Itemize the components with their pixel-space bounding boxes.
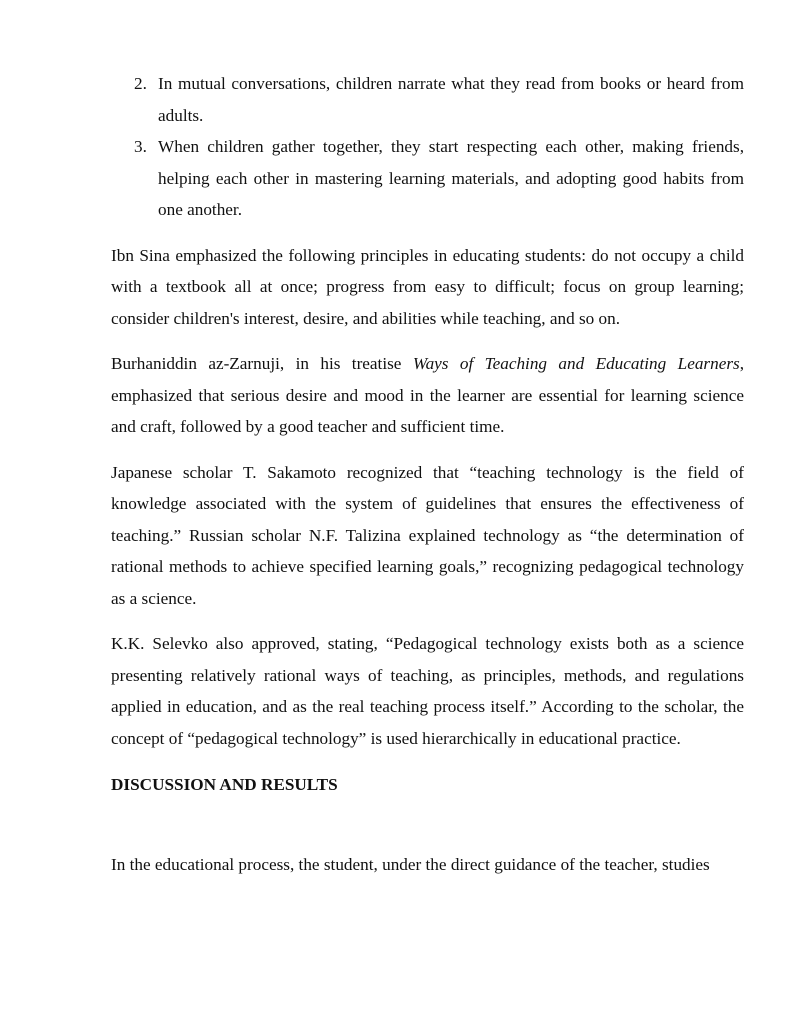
list-item-text: When children gather together, they start respecting each other, making friends, helping each other in mastering learning materials, and adopting good habits from one another. [158,137,744,219]
document-page [111,68,744,897]
numbered-list [111,68,744,226]
paragraph-zarnuji-body: , emphasized that serious desire and mood in the learner are essential for learning science and craft, followed by a good teacher and sufficient time. [111,354,744,436]
list-item-text: In mutual conversations, children narrate what they read from books or heard from adults. [158,74,744,125]
paragraph-zarnuji [111,348,744,443]
list-item-number: 2. [134,74,147,93]
list-item [111,131,744,226]
paragraph-ibn-sina: Ibn Sina emphasized the following principles in educating students: do not occupy a child with a textbook all at once; progress from easy to difficult; focus on group learning; consider children's interest, desire, and abilities while teaching, and so on. [111,245,744,328]
treatise-title: Ways of Teaching and Educating Learners [412,354,740,373]
paragraph-zarnuji-intro: Burhaniddin az-Zarnuji, in his treatise [111,354,413,373]
section-heading: DISCUSSION AND RESULTS [111,775,338,794]
paragraph-selevko: K.K. Selevko also approved, stating, “Pedagogical technology exists both as a science presenting relatively rational ways of teaching, as principles, methods, and regulations applied in education, and as the real teaching process itself.” According to the scholar, the concept of “pedagogical technology” is used hierarchically in educational practice. [111,634,744,748]
list-item [111,68,744,131]
paragraph-sakamoto: Japanese scholar T. Sakamoto recognized that “teaching technology is the field of knowledge associated with the system of guidelines that ensures the effectiveness of teaching.” Russian scholar N.F. Talizina explained technology as “the determination of rational methods to achieve specified learning goals,” recognizing pedagogical technology as a science. [111,462,744,608]
paragraph-final: In the educational process, the student, under the direct guidance of the teacher, studies [111,854,710,874]
list-item-number: 3. [134,137,147,156]
